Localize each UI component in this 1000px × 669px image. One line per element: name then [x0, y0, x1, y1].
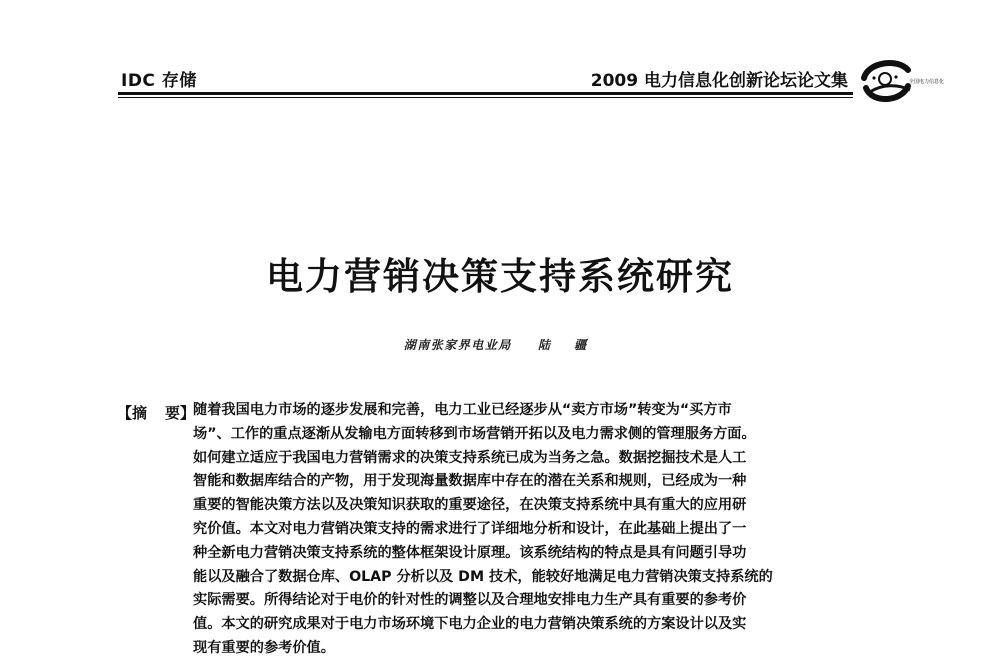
header-rule-thin [118, 97, 853, 98]
header-rule-thick [118, 92, 853, 95]
author-line [0, 336, 1000, 353]
abstract-label-right: 要】 [165, 404, 196, 422]
abstract-line: 如何建立适应于我国电力营销需求的决策支持系统已成为当务之急。数据挖掘技术是人工 [193, 449, 747, 466]
header-proceedings-title: 2009 电力信息化创新论坛论文集 [590, 71, 848, 91]
author-affiliation: 湖南张家界电业局 [403, 338, 512, 352]
abstract-label [117, 402, 195, 423]
abstract-line: 智能和数据库结合的产物，用于发现海量数据库中存在的潜在关系和规则，已经成为一种 [193, 473, 747, 490]
header-section-label: IDC 存储 [121, 71, 197, 91]
abstract-line: 实际需要。所得结论对于电价的针对性的调整以及合理地安排电力生产具有重要的参考价 [193, 592, 747, 609]
abstract-line: 随着我国电力市场的逐步发展和完善，电力工业已经逐步从“卖方市场”转变为“买方市 [193, 402, 732, 418]
abstract-line: 值。本文的研究成果对于电力市场环境下电力企业的电力营销决策系统的方案设计以及实 [193, 616, 747, 633]
proceedings-logo-icon [858, 56, 945, 106]
abstract-body [193, 399, 861, 661]
abstract-line: 究价值。本文对电力营销决策支持的需求进行了详细地分析和设计，在此基础上提出了一 [193, 520, 747, 537]
abstract-line: 现有重要的参考价值。 [193, 639, 335, 656]
abstract-label-left: 【摘 [117, 404, 148, 422]
logo-text: 全国电力信息化 [909, 79, 945, 85]
abstract-line: 场”、工作的重点逐渐从发输电方面转移到市场营销开拓以及电力需求侧的管理服务方面。 [193, 425, 756, 442]
abstract-line: 种全新电力营销决策支持系统的整体框架设计原理。该系统结构的特点是具有问题引导功 [193, 544, 747, 561]
author-name: 陆 疆 [538, 338, 597, 352]
paper-title: 电力营销决策支持系统研究 [266, 255, 734, 298]
abstract-line: 重要的智能决策方法以及决策知识获取的重要途径，在决策支持系统中具有重大的应用研 [193, 497, 747, 514]
abstract-line: 能以及融合了数据仓库、OLAP 分析以及 DM 技术，能较好地满足电力营销决策支持系统的 [193, 568, 773, 585]
